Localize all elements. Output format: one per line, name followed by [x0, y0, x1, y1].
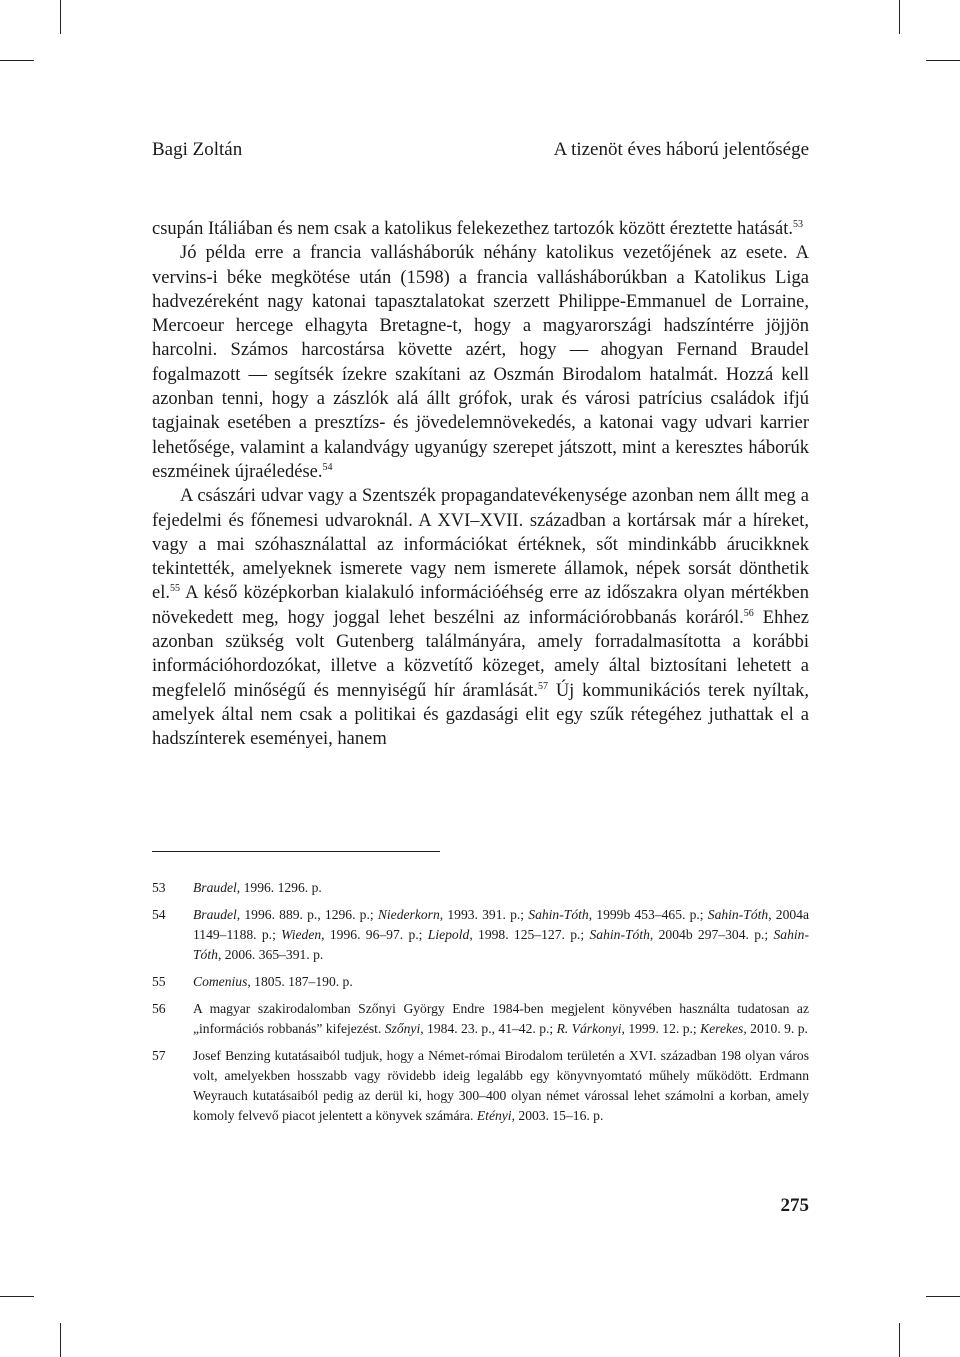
citation-author: Szőnyi	[384, 1021, 421, 1036]
footnote-segment: , 2004b 297–304. p.;	[649, 927, 774, 942]
footnote-ref[interactable]: 54	[322, 461, 333, 473]
footnote-segment: , 1996. 96–97. p.;	[321, 927, 428, 942]
em-dash: —	[569, 340, 588, 361]
footnote-number: 56	[152, 1001, 166, 1016]
footnote-number: 57	[152, 1048, 166, 1063]
crop-mark	[0, 1296, 34, 1297]
footnote-segment: , 1984. 23. p., 41–42. p.;	[420, 1021, 557, 1036]
running-head-title: A tizenöt éves háború jelentősége	[553, 139, 809, 160]
crop-mark	[60, 0, 61, 34]
citation-author: Sahin-Tóth	[707, 907, 769, 922]
citation-author: Wieden	[281, 927, 322, 942]
citation-author: Sahin-Tóth	[528, 907, 589, 922]
footnote-text	[193, 1046, 809, 1126]
footnote-separator	[152, 851, 440, 852]
footnote-segment: , 1993. 391. p.;	[439, 907, 529, 922]
crop-mark	[60, 1323, 61, 1357]
footnote-ref[interactable]: 55	[169, 583, 180, 595]
footnote-segment: , 1805. 187–190. p.	[247, 974, 353, 989]
footnote-segment: , 2004a 1149–1188. p.;	[193, 907, 809, 942]
crop-mark	[926, 60, 960, 61]
citation-author: Niederkorn	[377, 907, 440, 922]
em-dash: —	[248, 364, 266, 385]
citation-author: Sahin-Tóth	[193, 927, 809, 962]
footnote-text	[193, 999, 809, 1039]
crop-mark	[899, 1323, 900, 1357]
page-number: 275	[780, 1195, 809, 1216]
footnote-text	[193, 972, 809, 992]
running-head	[152, 138, 809, 162]
footnote-text	[193, 905, 809, 965]
footnote-text	[193, 878, 809, 898]
citation-author: Braudel	[193, 880, 237, 895]
footnote-number: 55	[152, 974, 166, 989]
crop-mark	[926, 1296, 960, 1297]
footnote-segment: , 1998. 125–127. p.;	[469, 927, 590, 942]
citation-author: Sahin-Tóth	[589, 927, 650, 942]
footnote	[152, 972, 809, 992]
citation-author: R. Várkonyi	[556, 1021, 622, 1036]
footnotes	[152, 878, 809, 1133]
footnote-segment: , 1996. 1296. p.	[236, 880, 322, 895]
footnote	[152, 999, 809, 1039]
citation-author: Braudel	[193, 907, 237, 922]
footnote-segment: , 2006. 365–391. p.	[217, 947, 324, 962]
crop-mark	[0, 60, 34, 61]
crop-mark	[899, 0, 900, 34]
footnote-segment: , 1999b 453–465. p.;	[588, 907, 708, 922]
footnote-segment: , 2003. 15–16. p.	[511, 1108, 604, 1123]
footnote-number: 53	[152, 880, 166, 895]
footnote-segment: , 1996. 889. p., 1296. p.;	[236, 907, 378, 922]
citation-author: Etényi	[476, 1108, 512, 1123]
footnote-ref[interactable]: 53	[793, 219, 804, 230]
paragraph: Jó példa erre a francia vallásháborúk néhány katolikus vezetőjének az esete. A vervins-i béke megkötése után (1598) a francia vallásháborúkban a Katolikus Liga hadvezéreként nagy katonai tapasztalatokat szerzett Philippe-Emmanuel de Lorraine, Mercoeur hercege elhagyta Bretagne-t, hogy a magyarországi hadszíntérre jöjjön harcolni. Számos harcostársa követte azért, hogy — ahogyan Fernand Braudel fogalmazott — segítsék ízekre szakítani az Oszmán Birodalom hatalmát. Hozzá kell azonban tenni, hogy a zászlók alá állt grófok, urak és városi patrícius családok ifjú tagjainak esetében a presztízs- és jövedelemnövekedés, a katonai vagy udvari karrier lehetősége, valamint a kalandvágy ugyanúgy szerepet játszott, mint a keresztes háborúk eszméinek újraéledése.$^{54}$	[152, 243, 810, 482]
footnote	[152, 878, 809, 898]
footnote-number: 54	[152, 907, 166, 922]
paragraph: csupán Itáliában és nem csak a katolikus felekezethez tartozók között éreztette hatását.$^{53}$	[152, 219, 804, 239]
footnote-segment: , 1999. 12. p.;	[621, 1021, 701, 1036]
footnote-ref[interactable]: 57	[537, 680, 548, 692]
footnote-segment: A magyar szakirodalomban Szőnyi György Endre 1984-ben megjelent könyvében használta tudatosan az „információs robbanás” kifejezést.	[193, 1001, 809, 1036]
running-head-author: Bagi Zoltán	[152, 139, 243, 160]
citation-author: Liepold	[427, 927, 470, 942]
footnote-ref[interactable]: 56	[743, 607, 754, 619]
citation-author: Comenius	[193, 974, 248, 989]
body-text	[152, 217, 809, 752]
footnote-segment: Josef Benzing kutatásaiból tudjuk, hogy a Német-római Birodalom területén a XVI. században 198 olyan város volt, amelyekben hosszabb vagy rövidebb ideig legalább egy könyvnyomtató műhely működött. Erdmann Weyrauch kutatásaiból pedig az derül ki, hogy 300–400 olyan német várossal lehet számolni a korban, amely komoly felvevő piacot jelentett a könyvek számára.	[193, 1048, 809, 1123]
citation-author: Kerekes	[700, 1021, 744, 1036]
footnote	[152, 905, 809, 965]
footnote-segment: , 2010. 9. p.	[743, 1021, 808, 1036]
paragraph: A császári udvar vagy a Szentszék propagandatevékenysége azonban nem állt meg a fejedelmi és főnemesi udvaroknál. A XVI–XVII. században a kortársak már a híreket, vagy a mai szóhasználattal az információkat értéknek, sőt mindinkább árucikknek tekintették, amelyeknek ismerete vagy nem ismerete államok, népek sorsát dönthetik el.$^{55}$ A késő középkorban kialakuló információéhség erre az időszakra olyan mértékben növekedett meg, hogy joggal lehet beszélni az információrobbanás koráról.$^{56}$ Ehhez azonban szükség volt Gutenberg találmányára, amely forradalmasította a korábbi információhordozókat, illetve a közvetítő közeget, amely által biztosítani lehetett a megfelelő minőségű és mennyiségű hír áramlását.$^{57}$ Új kommunikációs terek nyíltak, amelyek által nem csak a politikai és gazdasági elit egy szűk rétegéhez juthattak el a hadszínterek eseményei, hanem	[152, 486, 809, 750]
footnote	[152, 1046, 809, 1126]
